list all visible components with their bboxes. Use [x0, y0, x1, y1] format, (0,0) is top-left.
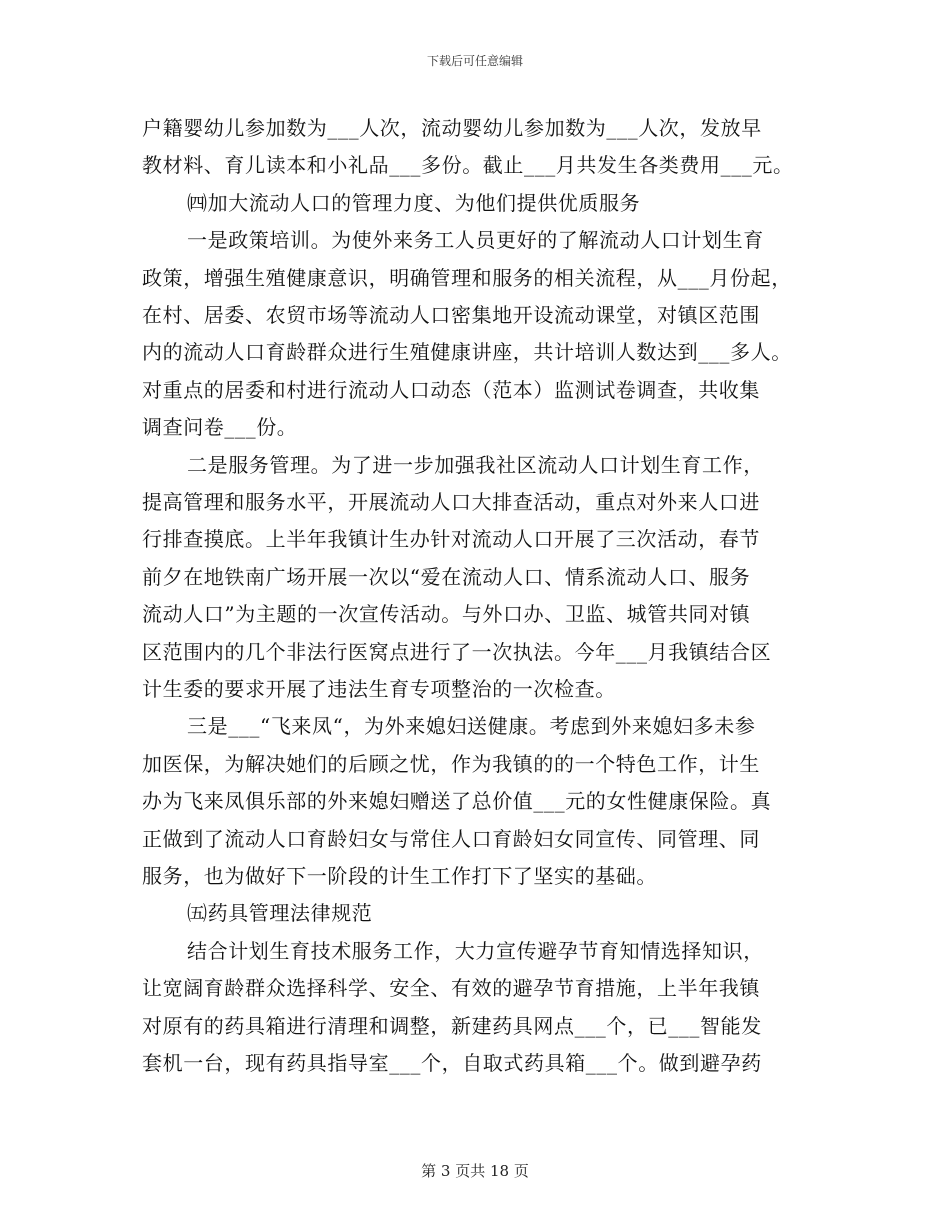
text-line: 区范围内的几个非法行医窝点进行了一次执法。今年___月我镇结合区 — [142, 639, 772, 664]
text-line: 三是___“飞来凤“，为外来媳妇送健康。考虑到外来媳妇多未参 — [187, 714, 756, 739]
text-line: 在村、居委、农贸市场等流动人口密集地开设流动课堂，对镇区范围 — [142, 303, 760, 327]
text-line: 内的流动人口育龄群众进行生殖健康讲座，共计培训人数达到___多人。 — [142, 340, 792, 365]
text-line: 前夕在地铁南广场开展一次以“爱在流动人口、情系流动人口、服务 — [142, 564, 751, 589]
text-line: 办为飞来凤俱乐部的外来媳妇赠送了总价值___元的女性健康保险。真 — [142, 789, 772, 814]
text-line: 对原有的药具箱进行清理和调整，新建药具网点___个，已___智能发 — [142, 1013, 762, 1038]
text-line: 正做到了流动人口育龄妇女与常住人口育龄妇女同宣传、同管理、同 — [142, 826, 760, 851]
text-line: 教材料、育儿读本和小礼品___多份。截止___月共发生各类费用___元。 — [142, 153, 794, 178]
text-line: 调查问卷___份。 — [142, 415, 298, 440]
text-line: 流动人口”为主题的一次宣传活动。与外口办、卫监、城管共同对镇 — [142, 602, 751, 627]
text-line: 二是服务管理。为了进一步加强我社区流动人口计划生育工作， — [187, 452, 764, 477]
text-line: 行排查摸底。上半年我镇计生办针对流动人口开展了三次活动，春节 — [142, 527, 760, 552]
text-line: 政策，增强生殖健康意识，明确管理和服务的相关流程，从___月份起， — [142, 265, 792, 290]
text-line: 套机一台，现有药具指导室___个，自取式药具箱___个。做到避孕药 — [142, 1051, 762, 1075]
text-line: 对重点的居委和村进行流动人口动态（范本）监测试卷调查，共收集 — [142, 377, 760, 402]
text-line: ㈣加大流动人口的管理力度、为他们提供优质服务 — [187, 190, 641, 215]
text-line: 结合计划生育技术服务工作，大力宣传避孕节育知情选择知识， — [187, 938, 764, 963]
text-line: 加医保，为解决她们的后顾之忧，作为我镇的的一个特色工作，计生 — [142, 751, 760, 776]
text-line: 计生委的要求开展了违法生育专项整治的一次检查。 — [142, 677, 616, 701]
text-line: 让宽阔育龄群众选择科学、安全、有效的避孕节育措施，上半年我镇 — [142, 976, 760, 1001]
text-line: 提高管理和服务水平，开展流动人口大排查活动，重点对外来人口进 — [142, 490, 760, 514]
text-line: 服务，也为做好下一阶段的计生工作打下了坚实的基础。 — [142, 864, 657, 888]
text-line: ㈤药具管理法律规范 — [187, 901, 373, 926]
page-footer: 第 3 页共 18 页 — [421, 1162, 529, 1180]
page-header: 下载后可任意编辑 — [426, 54, 523, 68]
text-line: 一是政策培训。为使外来务工人员更好的了解流动人口计划生育 — [187, 228, 764, 253]
text-line: 户籍婴幼儿参加数为___人次，流动婴幼儿参加数为___人次，发放早 — [142, 116, 762, 140]
